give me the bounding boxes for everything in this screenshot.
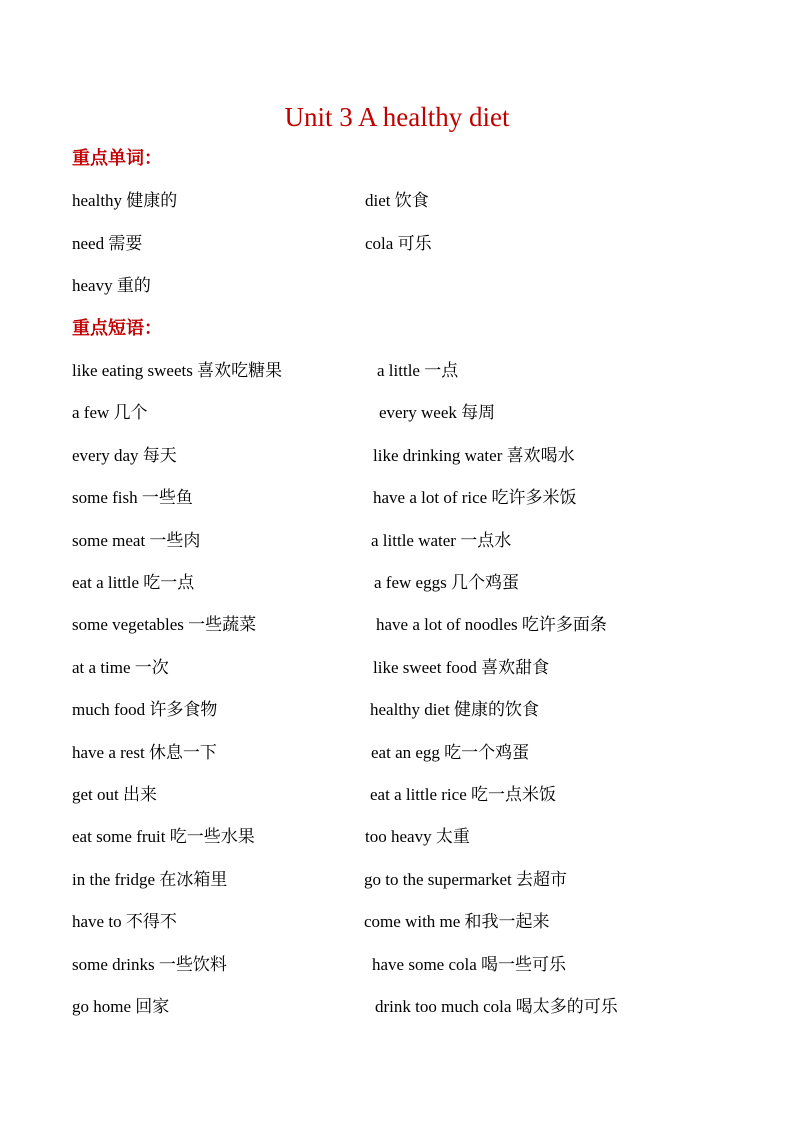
phrase-right: a little water 一点水 [371, 531, 512, 550]
phrase-right: a few eggs 几个鸡蛋 [374, 573, 519, 592]
word-row [0, 189, 794, 213]
phrase-left: get out 出来 [72, 785, 157, 804]
phrase-right: have a lot of rice 吃许多米饭 [373, 488, 577, 507]
word-row [0, 232, 794, 256]
phrase-row [0, 783, 794, 807]
word-left: need 需要 [72, 234, 143, 253]
phrase-left: have to 不得不 [72, 912, 177, 931]
phrase-left: like eating sweets 喜欢吃糖果 [72, 361, 283, 380]
phrase-left: a few 几个 [72, 403, 148, 422]
phrase-right: eat a little rice 吃一点米饭 [370, 785, 556, 804]
phrase-right: drink too much cola 喝太多的可乐 [375, 997, 618, 1016]
phrase-left: much food 许多食物 [72, 700, 218, 719]
phrase-left: some vegetables 一些蔬菜 [72, 615, 257, 634]
phrase-row [0, 910, 794, 934]
phrase-row [0, 401, 794, 425]
phrase-row [0, 953, 794, 977]
phrase-row [0, 698, 794, 722]
phrase-row [0, 656, 794, 680]
phrase-right: come with me 和我一起来 [364, 912, 550, 931]
phrase-right: eat an egg 吃一个鸡蛋 [371, 743, 530, 762]
phrase-left: some meat 一些肉 [72, 531, 201, 550]
phrase-left: eat some fruit 吃一些水果 [72, 827, 255, 846]
phrase-left: some drinks 一些饮料 [72, 955, 227, 974]
phrase-row [0, 529, 794, 553]
phrase-left: in the fridge 在冰箱里 [72, 870, 228, 889]
word-right: cola 可乐 [365, 234, 432, 253]
phrases-heading: 重点短语： [72, 318, 162, 339]
phrase-row [0, 995, 794, 1019]
page-title: Unit 3 A healthy diet [284, 102, 510, 132]
phrase-row [0, 444, 794, 468]
phrase-row [0, 571, 794, 595]
word-left: healthy 健康的 [72, 191, 178, 210]
phrase-row [0, 868, 794, 892]
word-left: heavy 重的 [72, 276, 151, 295]
phrase-row [0, 825, 794, 849]
phrase-left: some fish 一些鱼 [72, 488, 193, 507]
words-heading: 重点单词： [72, 148, 162, 169]
phrase-right: like drinking water 喜欢喝水 [373, 446, 575, 465]
phrase-left: every day 每天 [72, 446, 177, 465]
phrase-right: every week 每周 [379, 403, 496, 422]
phrase-row [0, 359, 794, 383]
phrase-row [0, 486, 794, 510]
phrase-row [0, 741, 794, 765]
phrase-right: healthy diet 健康的饮食 [370, 700, 540, 719]
phrase-row [0, 613, 794, 637]
phrase-left: at a time 一次 [72, 658, 169, 677]
phrase-right: go to the supermarket 去超市 [364, 870, 568, 889]
word-right: diet 饮食 [365, 191, 429, 210]
phrase-left: eat a little 吃一点 [72, 573, 195, 592]
phrase-left: have a rest 休息一下 [72, 743, 217, 762]
phrase-right: like sweet food 喜欢甜食 [373, 658, 550, 677]
phrase-right: a little 一点 [377, 361, 459, 380]
word-row [0, 274, 794, 298]
phrase-right: have a lot of noodles 吃许多面条 [376, 615, 607, 634]
phrase-right: too heavy 太重 [365, 827, 470, 846]
phrase-left: go home 回家 [72, 997, 170, 1016]
phrase-right: have some cola 喝一些可乐 [372, 955, 567, 974]
